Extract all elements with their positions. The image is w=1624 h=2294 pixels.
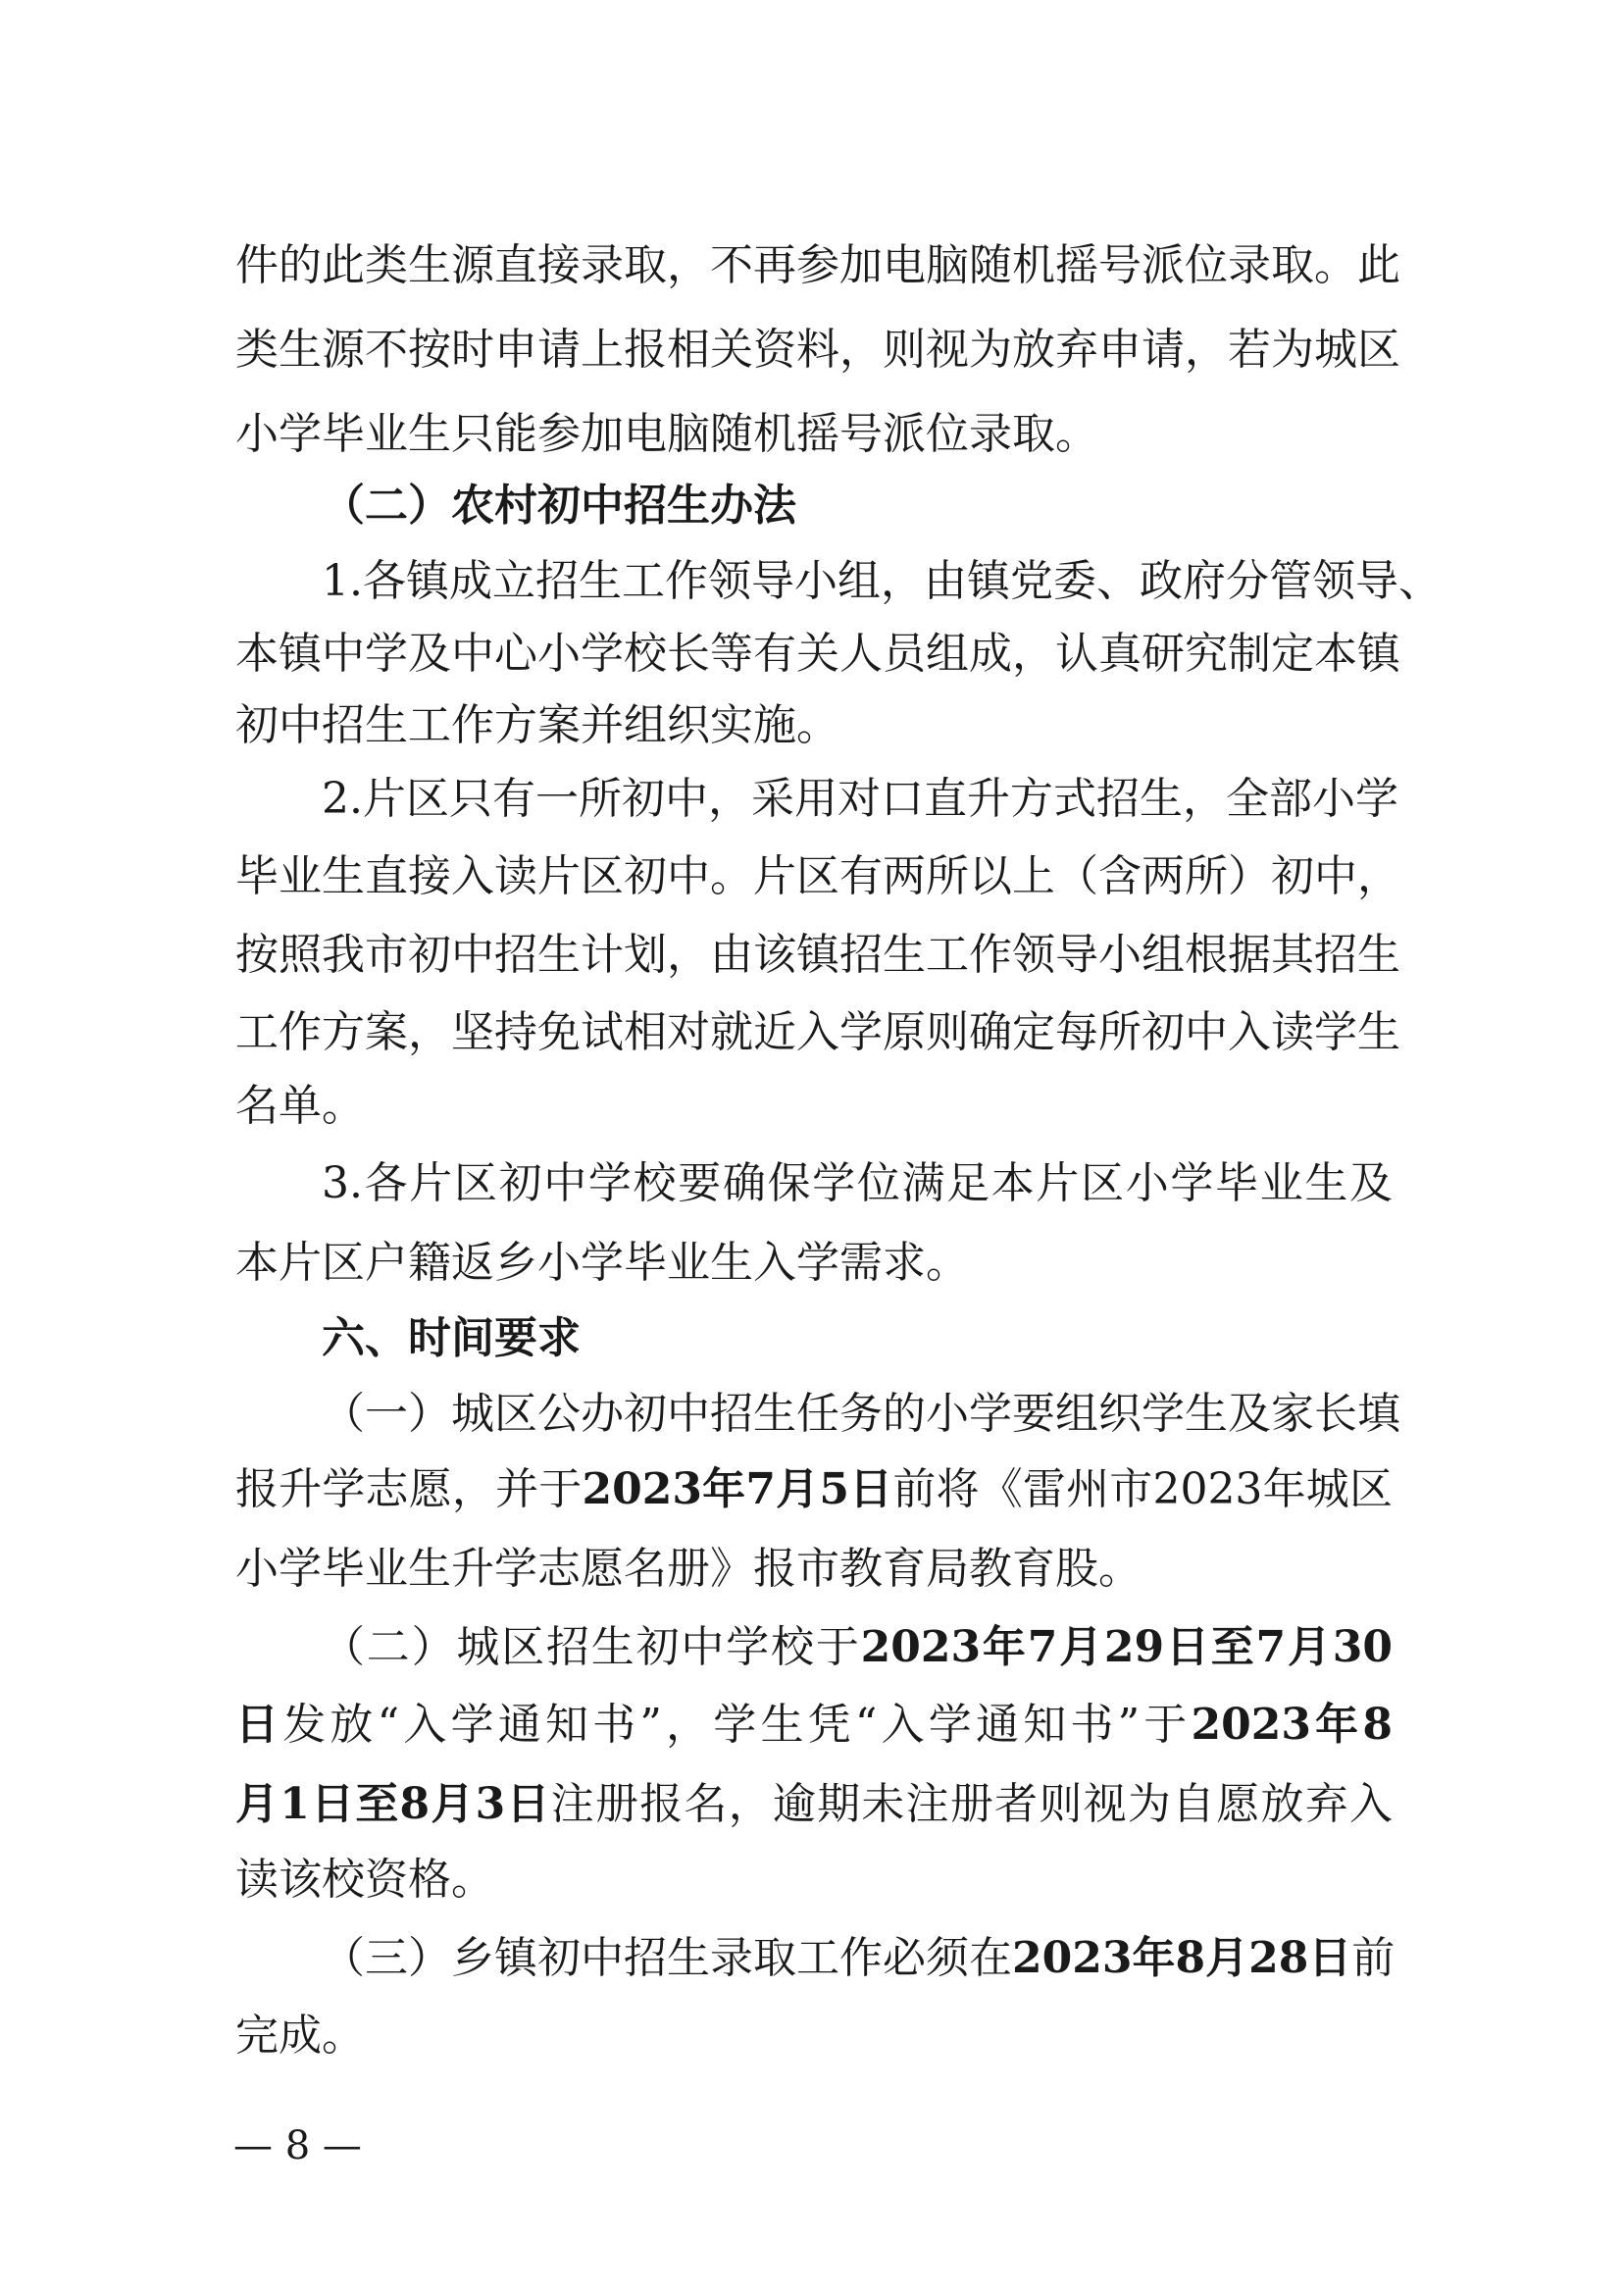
text-run: 发放“入学通知书”，学生凭“入学通知书”于 [282,1700,1192,1750]
deadline-date: 2023年7月29日至7月30 [860,1622,1393,1672]
body-line [235,1765,1393,1844]
section-heading-rural: （二）农村初中招生办法 [322,481,796,531]
body-line: 名单。 [235,1081,365,1131]
body-line: 2.片区只有一所初中，采用对口直升方式招生，全部小学 [322,774,1398,824]
text-run: 前 [1351,1933,1396,1983]
deadline-date: 2023年8 [1191,1700,1394,1750]
body-line [235,1686,1393,1764]
body-line: 读该校资格。 [235,1855,494,1905]
text-run: （二）城区招生初中学校于 [322,1622,861,1672]
page-number: — 8 — [233,2123,362,2168]
deadline-date: 月1日至8月3日 [235,1779,551,1829]
body-line: 完成。 [235,2011,365,2061]
body-line: 件的此类生源直接录取，不再参加电脑随机摇号派位录取。此 [235,240,1400,290]
body-line: 按照我市初中招生计划，由该镇招生工作领导小组根据其招生 [235,930,1400,980]
body-line: 本镇中学及中心小学校长等有关人员组成，认真研究制定本镇 [235,629,1400,679]
body-line: 小学毕业生升学志愿名册》报市教育局教育股。 [235,1544,1142,1594]
text-run: （三）乡镇初中招生录取工作必须在 [322,1933,1012,1983]
body-line: 本片区户籍返乡小学毕业生入学需求。 [235,1238,969,1288]
body-line: 初中招生工作方案并组织实施。 [235,700,839,750]
text-run: 前将《雷州市2023年城区 [892,1464,1393,1514]
body-line: 小学毕业生只能参加电脑随机摇号派位录取。 [235,409,1098,459]
deadline-date: 2023年8月28日 [1012,1933,1352,1983]
body-line [322,1919,1396,1998]
body-line: 毕业生直接入读片区初中。片区有两所以上（含两所）初中， [235,851,1400,901]
section-heading-time: 六、时间要求 [322,1313,581,1363]
body-line: 类生源不按时申请上报相关资料，则视为放弃申请，若为城区 [235,325,1400,375]
body-line [322,1608,1393,1687]
body-line: 3.各片区初中学校要确保学位满足本片区小学毕业生及 [322,1158,1393,1208]
body-line: 1.各镇成立招生工作领导小组，由镇党委、政府分管领导、 [322,556,1442,606]
body-line: 工作方案，坚持免试相对就近入学原则确定每所初中入读学生 [235,1007,1400,1057]
deadline-date: 日 [235,1700,283,1750]
body-line: （一）城区公办初中招生任务的小学要组织学生及家长填 [322,1389,1400,1439]
body-line [235,1451,1393,1529]
text-run: 报升学志愿，并于 [235,1464,583,1514]
deadline-date: 2023年7月5日 [582,1464,893,1514]
text-run: 注册报名，逾期未注册者则视为自愿放弃入 [550,1779,1393,1829]
